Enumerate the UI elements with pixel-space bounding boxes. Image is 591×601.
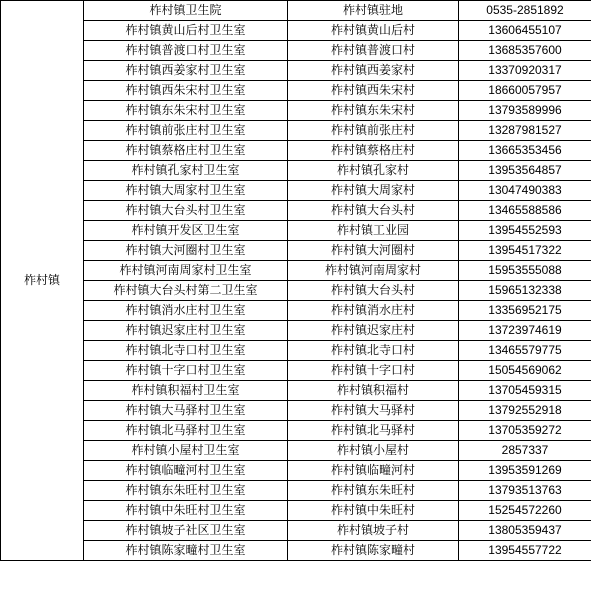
clinic-name-cell: 柞村镇普渡口村卫生室	[84, 41, 288, 61]
location-cell: 柞村镇大周家村	[288, 181, 459, 201]
location-cell: 柞村镇前张庄村	[288, 121, 459, 141]
location-cell: 柞村镇东朱宋村	[288, 101, 459, 121]
phone-cell: 13465579775	[459, 341, 591, 361]
phone-cell: 13954557722	[459, 541, 591, 561]
clinic-name-cell: 柞村镇临疃河村卫生室	[84, 461, 288, 481]
location-cell: 柞村镇西朱宋村	[288, 81, 459, 101]
clinic-name-cell: 柞村镇西朱宋村卫生室	[84, 81, 288, 101]
location-cell: 柞村镇大河圈村	[288, 241, 459, 261]
phone-cell: 15254572260	[459, 501, 591, 521]
table-row	[1, 481, 591, 501]
location-cell: 柞村镇工业园	[288, 221, 459, 241]
clinic-name-cell: 柞村镇陈家疃村卫生室	[84, 541, 288, 561]
location-cell: 柞村镇临疃河村	[288, 461, 459, 481]
location-cell: 柞村镇北寺口村	[288, 341, 459, 361]
table-row	[1, 221, 591, 241]
phone-cell: 13370920317	[459, 61, 591, 81]
phone-cell: 13805359437	[459, 521, 591, 541]
phone-cell: 13954517322	[459, 241, 591, 261]
clinic-name-cell: 柞村镇蔡格庄村卫生室	[84, 141, 288, 161]
phone-cell: 13465588586	[459, 201, 591, 221]
phone-cell: 13606455107	[459, 21, 591, 41]
table-row	[1, 141, 591, 161]
clinic-name-cell: 柞村镇大马驿村卫生室	[84, 401, 288, 421]
table-row	[1, 541, 591, 561]
location-cell: 柞村镇北马驿村	[288, 421, 459, 441]
clinic-name-cell: 柞村镇十字口村卫生室	[84, 361, 288, 381]
clinic-name-cell: 柞村镇大周家村卫生室	[84, 181, 288, 201]
phone-cell: 13705359272	[459, 421, 591, 441]
phone-cell: 13793513763	[459, 481, 591, 501]
phone-cell: 13723974619	[459, 321, 591, 341]
phone-cell: 13954552593	[459, 221, 591, 241]
clinic-name-cell: 柞村镇大河圈村卫生室	[84, 241, 288, 261]
table-row	[1, 421, 591, 441]
location-cell: 柞村镇十字口村	[288, 361, 459, 381]
table-row	[1, 301, 591, 321]
phone-cell: 13685357600	[459, 41, 591, 61]
table-row	[1, 121, 591, 141]
phone-cell: 15054569062	[459, 361, 591, 381]
clinic-name-cell: 柞村镇开发区卫生室	[84, 221, 288, 241]
location-cell: 柞村镇中朱旺村	[288, 501, 459, 521]
location-cell: 柞村镇大台头村	[288, 281, 459, 301]
location-cell: 柞村镇积福村	[288, 381, 459, 401]
clinic-name-cell: 柞村镇西姜家村卫生室	[84, 61, 288, 81]
phone-cell: 15953555088	[459, 261, 591, 281]
location-cell: 柞村镇消水庄村	[288, 301, 459, 321]
location-cell: 柞村镇驻地	[288, 1, 459, 21]
table-row	[1, 201, 591, 221]
location-cell: 柞村镇蔡格庄村	[288, 141, 459, 161]
table-row	[1, 241, 591, 261]
clinic-name-cell: 柞村镇大台头村第二卫生室	[84, 281, 288, 301]
town-name-cell: 柞村镇	[1, 1, 84, 561]
phone-cell: 13793589996	[459, 101, 591, 121]
table-row	[1, 61, 591, 81]
location-cell: 柞村镇河南周家村	[288, 261, 459, 281]
clinic-name-cell: 柞村镇迟家庄村卫生室	[84, 321, 288, 341]
phone-cell: 2857337	[459, 441, 591, 461]
location-cell: 柞村镇普渡口村	[288, 41, 459, 61]
clinic-name-cell: 柞村镇积福村卫生室	[84, 381, 288, 401]
table-row	[1, 381, 591, 401]
table-row	[1, 21, 591, 41]
phone-cell: 13356952175	[459, 301, 591, 321]
clinic-name-cell: 柞村镇中朱旺村卫生室	[84, 501, 288, 521]
location-cell: 柞村镇大马驿村	[288, 401, 459, 421]
table-row	[1, 181, 591, 201]
table-row	[1, 461, 591, 481]
location-cell: 柞村镇东朱旺村	[288, 481, 459, 501]
phone-cell: 18660057957	[459, 81, 591, 101]
phone-cell: 15965132338	[459, 281, 591, 301]
table-row	[1, 281, 591, 301]
phone-cell: 13705459315	[459, 381, 591, 401]
clinic-name-cell: 柞村镇北寺口村卫生室	[84, 341, 288, 361]
clinic-name-cell: 柞村镇大台头村卫生室	[84, 201, 288, 221]
table-row	[1, 1, 591, 21]
location-cell: 柞村镇黄山后村	[288, 21, 459, 41]
table-row	[1, 161, 591, 181]
table-row	[1, 521, 591, 541]
table-row	[1, 361, 591, 381]
table-row	[1, 41, 591, 61]
table-row	[1, 401, 591, 421]
table-row	[1, 441, 591, 461]
clinic-name-cell: 柞村镇前张庄村卫生室	[84, 121, 288, 141]
phone-cell: 13953591269	[459, 461, 591, 481]
clinic-name-cell: 柞村镇黄山后村卫生室	[84, 21, 288, 41]
clinic-name-cell: 柞村镇河南周家村卫生室	[84, 261, 288, 281]
location-cell: 柞村镇陈家疃村	[288, 541, 459, 561]
table-row	[1, 501, 591, 521]
clinic-name-cell: 柞村镇北马驿村卫生室	[84, 421, 288, 441]
clinic-name-cell: 柞村镇消水庄村卫生室	[84, 301, 288, 321]
location-cell: 柞村镇孔家村	[288, 161, 459, 181]
table-row	[1, 81, 591, 101]
clinic-name-cell: 柞村镇东朱宋村卫生室	[84, 101, 288, 121]
phone-cell: 13792552918	[459, 401, 591, 421]
phone-cell: 13047490383	[459, 181, 591, 201]
table-body	[1, 1, 591, 561]
location-cell: 柞村镇大台头村	[288, 201, 459, 221]
clinic-name-cell: 柞村镇坡子社区卫生室	[84, 521, 288, 541]
location-cell: 柞村镇迟家庄村	[288, 321, 459, 341]
clinic-name-cell: 柞村镇卫生院	[84, 1, 288, 21]
phone-cell: 13287981527	[459, 121, 591, 141]
location-cell: 柞村镇坡子村	[288, 521, 459, 541]
phone-cell: 0535-2851892	[459, 1, 591, 21]
table-row	[1, 101, 591, 121]
clinic-name-cell: 柞村镇孔家村卫生室	[84, 161, 288, 181]
phone-cell: 13665353456	[459, 141, 591, 161]
clinic-name-cell: 柞村镇小屋村卫生室	[84, 441, 288, 461]
location-cell: 柞村镇小屋村	[288, 441, 459, 461]
location-cell: 柞村镇西姜家村	[288, 61, 459, 81]
table-row	[1, 321, 591, 341]
phone-cell: 13953564857	[459, 161, 591, 181]
table-row	[1, 261, 591, 281]
table-row	[1, 341, 591, 361]
clinic-name-cell: 柞村镇东朱旺村卫生室	[84, 481, 288, 501]
